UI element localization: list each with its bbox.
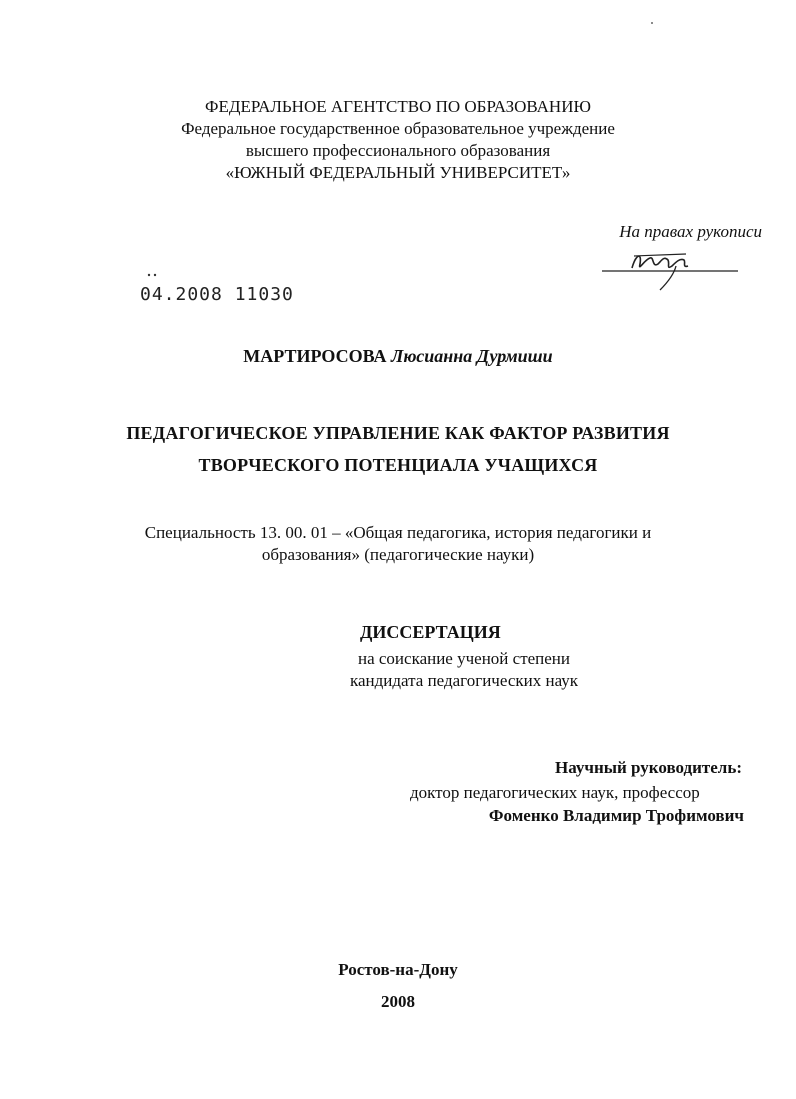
education-level: высшего профессионального образования bbox=[245, 141, 551, 160]
degree-purpose-line-1: на соискание ученой степени bbox=[357, 649, 571, 668]
specialty-line-1: Специальность 13. 00. 01 – «Общая педагогика, история педагогики и bbox=[144, 523, 652, 542]
author-name bbox=[0, 346, 796, 367]
degree-purpose-line-2: кандидата педагогических наук bbox=[349, 671, 579, 690]
degree-purpose bbox=[324, 648, 604, 692]
year: 2008 bbox=[381, 992, 415, 1011]
advisor-degree: доктор педагогических наук, профессор bbox=[410, 783, 700, 802]
title-line-2: ТВОРЧЕСКОГО ПОТЕНЦИАЛА УЧАЩИХСЯ bbox=[198, 455, 598, 475]
dissertation-heading: ДИССЕРТАЦИЯ bbox=[360, 622, 501, 642]
organization-header bbox=[0, 96, 796, 184]
signature-icon bbox=[598, 244, 743, 294]
manuscript-rights-note: На правах рукописи bbox=[619, 222, 762, 241]
specialty-line-2: образования» (педагогические науки) bbox=[261, 545, 535, 564]
agency-name: ФЕДЕРАЛЬНОЕ АГЕНТСТВО ПО ОБРАЗОВАНИЮ bbox=[205, 97, 591, 116]
institution-type: Федеральное государственное образовательное учреждение bbox=[181, 119, 615, 138]
city: Ростов-на-Дону bbox=[338, 960, 458, 979]
scan-speck bbox=[651, 22, 653, 24]
title-line-1: ПЕДАГОГИЧЕСКОЕ УПРАВЛЕНИЕ КАК ФАКТОР РАЗВИТИЯ bbox=[126, 423, 670, 443]
author-given-names: Люсианна Дурмиши bbox=[391, 346, 553, 366]
stamp-mark-icon bbox=[146, 270, 158, 280]
registration-number: 04.2008 11030 bbox=[140, 284, 294, 305]
advisor-name: Фоменко Владимир Трофимович bbox=[488, 806, 744, 825]
dissertation-title bbox=[0, 417, 796, 481]
advisor-heading: Научный руководитель: bbox=[555, 758, 742, 777]
author-surname: МАРТИРОСОВА bbox=[243, 346, 387, 366]
specialty-block bbox=[0, 522, 796, 566]
university-name: «ЮЖНЫЙ ФЕДЕРАЛЬНЫЙ УНИВЕРСИТЕТ» bbox=[225, 163, 571, 182]
